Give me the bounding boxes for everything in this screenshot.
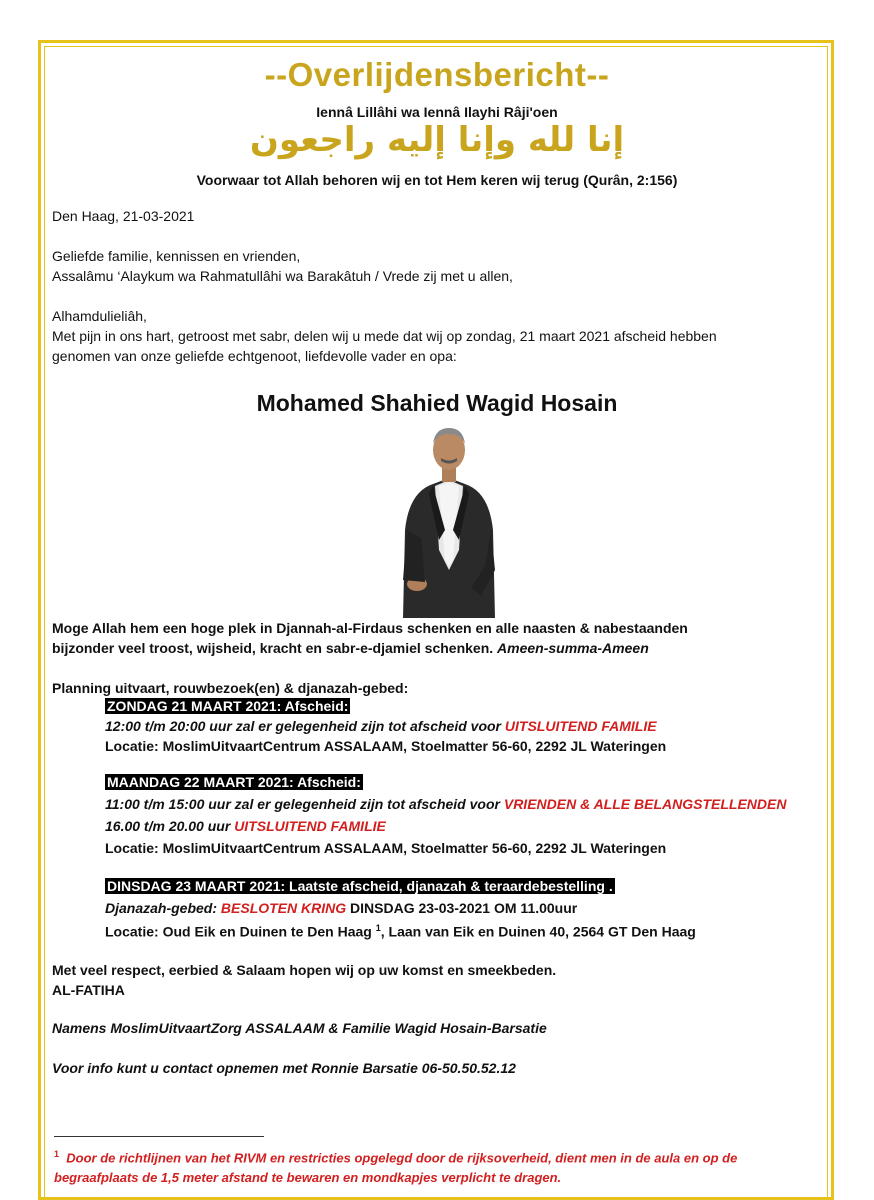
place-date: Den Haag, 21-03-2021 xyxy=(52,208,195,224)
intro-line-2: genomen van onze geliefde echtgenoot, liefdevolle vader en opa: xyxy=(52,348,457,364)
prayer-line-2 xyxy=(52,638,649,658)
prayer-line-2-text: bijzonder veel troost, wijsheid, kracht en sabr-e-djamiel schenken. xyxy=(52,640,494,656)
tuesday-location-b: , Laan van Eik en Duinen 40, 2564 GT Den Haag xyxy=(380,923,696,940)
monday-heading-label: MAANDAG 22 MAART 2021: Afscheid: xyxy=(107,774,361,790)
portrait-photo xyxy=(395,420,503,618)
tuesday-prayer-time: DINSDAG 23-03-2021 OM 11.00uur xyxy=(350,900,578,916)
monday-location: Locatie: MoslimUitvaartCentrum ASSALAAM, Stoelmatter 56-60, 2292 JL Wateringen xyxy=(105,840,667,856)
tuesday-heading-date: DINSDAG 23 MAART 2021: xyxy=(107,878,286,894)
monday-line-1-text: 11:00 t/m 15:00 uur zal er gelegenheid zijn tot afscheid voor xyxy=(105,796,500,812)
footnote-line-1 xyxy=(54,1144,814,1168)
monday-family-only: UITSLUITEND FAMILIE xyxy=(234,818,386,834)
al-fatiha: AL-FATIHA xyxy=(52,982,125,998)
footnote-text-1: Door de richtlijnen van het RIVM en restricties opgelegd door de rijksoverheid, dient men in de aula en op de xyxy=(66,1150,738,1166)
monday-line-2-text: 16.00 t/m 20.00 uur xyxy=(105,818,231,834)
footnote-ref: 1 xyxy=(375,923,381,933)
ameen-text: Ameen-summa-Ameen xyxy=(497,640,649,656)
sunday-line-1 xyxy=(105,716,657,736)
intro-line-1: Met pijn in ons hart, getroost met sabr, delen wij u mede dat wij op zondag, 21 maart 2021 afscheid hebben xyxy=(52,328,717,344)
tuesday-location xyxy=(105,918,696,942)
sunday-family-only: UITSLUITEND FAMILIE xyxy=(504,718,657,734)
on-behalf-of: Namens MoslimUitvaartZorg ASSALAAM & Familie Wagid Hosain-Barsatie xyxy=(52,1020,547,1036)
sunday-line-1-text: 12:00 t/m 20:00 uur zal er gelegenheid zijn tot afscheid voor xyxy=(105,718,501,734)
monday-line-1 xyxy=(105,794,786,814)
footnote-divider xyxy=(54,1136,264,1137)
alhamdu-line: Alhamdulieliâh, xyxy=(52,308,147,324)
sunday-heading xyxy=(105,696,350,716)
tuesday-heading xyxy=(105,876,615,896)
tuesday-heading-rest: Laatste afscheid, djanazah & teraardebestelling . xyxy=(289,878,613,894)
prayer-line-1: Moge Allah hem een hoge plek in Djannah-al-Firdaus schenken en alle naasten & nabestaanden xyxy=(52,620,688,636)
tuesday-heading-label xyxy=(105,878,615,894)
sunday-heading-label: ZONDAG 21 MAART 2021: Afscheid: xyxy=(107,698,349,714)
monday-heading xyxy=(105,772,363,792)
sunday-location: Locatie: MoslimUitvaartCentrum ASSALAAM, Stoelmatter 56-60, 2292 JL Wateringen xyxy=(105,738,667,754)
respect-line: Met veel respect, eerbied & Salaam hopen wij op uw komst en smeekbeden. xyxy=(52,962,557,978)
footnote-mark: 1 xyxy=(54,1149,60,1159)
tuesday-location-a: Locatie: Oud Eik en Duinen te Den Haag xyxy=(105,923,372,940)
footnote-text-2: begraafplaats de 1,5 meter afstand te bewaren en mondkapjes verplicht te dragen. xyxy=(54,1170,562,1186)
deceased-name: Mohamed Shahied Wagid Hosain xyxy=(256,390,618,416)
arabic-verse: إنا لله وإنا إليه راجعون xyxy=(249,120,625,160)
tuesday-prayer-line xyxy=(105,898,577,918)
page-title: --Overlijdensbericht-- xyxy=(264,56,610,93)
monday-line-2 xyxy=(105,816,386,836)
footnote xyxy=(54,1144,814,1188)
greeting-line-2: Assalâmu ‘Alaykum wa Rahmatullâhi wa Barakâtuh / Vrede zij met u allen, xyxy=(52,268,513,284)
planning-heading: Planning uitvaart, rouwbezoek(en) & djanazah-gebed: xyxy=(52,680,409,696)
contact-info: Voor info kunt u contact opnemen met Ronnie Barsatie 06-50.50.52.12 xyxy=(52,1060,516,1076)
verse-translation: Voorwaar tot Allah behoren wij en tot Hem keren wij terug (Qurân, 2:156) xyxy=(196,172,678,188)
obituary-page xyxy=(52,50,822,1195)
monday-friends-all: VRIENDEN & ALLE BELANGSTELLENDEN xyxy=(503,796,787,812)
transliteration: Iennâ Lillâhi wa Iennâ Ilayhi Râji'oen xyxy=(316,104,558,120)
greeting-line-1: Geliefde familie, kennissen en vrienden, xyxy=(52,248,301,264)
tuesday-prayer-label: Djanazah-gebed: xyxy=(105,900,218,916)
tuesday-closed-circle: BESLOTEN KRING xyxy=(220,900,347,916)
